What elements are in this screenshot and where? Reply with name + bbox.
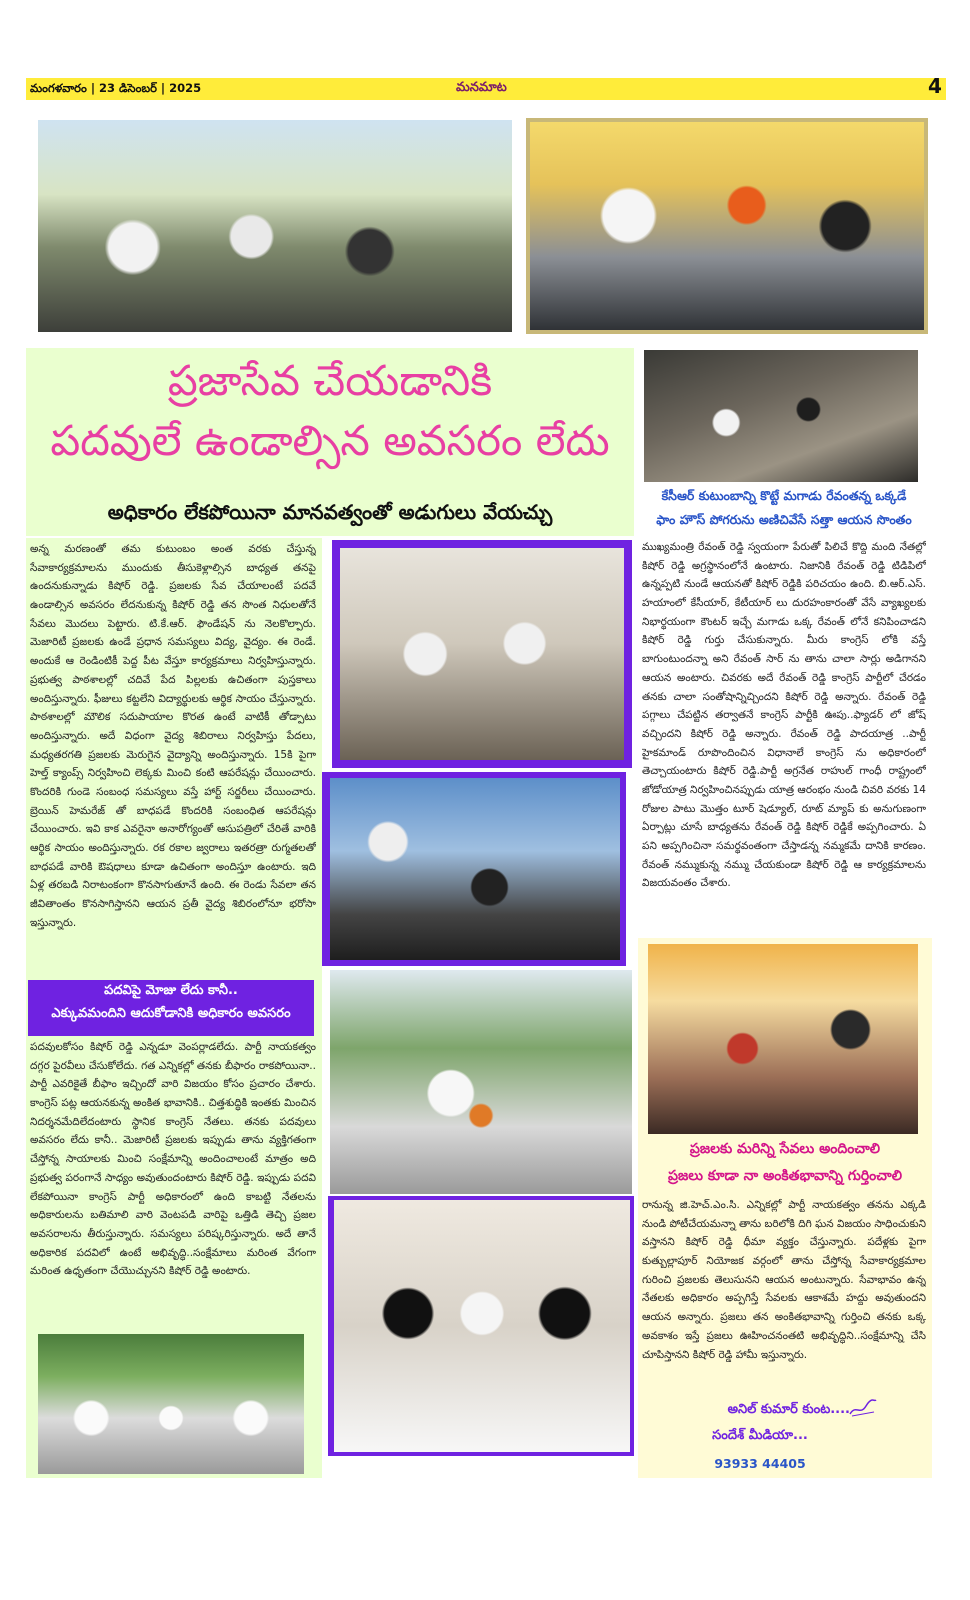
- right-pink-caption-line-1: ప్రజలకు మరిన్ని సేవలు అందించాలి: [689, 1141, 881, 1157]
- top-left-photo-rally: [38, 120, 512, 332]
- headline-line-2: పదవులే ఉండాల్సిన అవసరం లేదు: [50, 416, 610, 465]
- right-photo-interaction: [648, 944, 918, 1134]
- left-article-paragraph-2: పదవులకోసం కిషోర్ రెడ్డి ఎన్నడూ వెంపర్లాడలేదు. పార్టీ నాయకత్వం దగ్గర పైరవీలు చేసుకోలేదు. గత ఎన్నికల్లో తనకు బీఫారం రాకపోయినా.. పార్టీ ఎవరికైతే బీఫాం ఇచ్చిందో వారి విజయం కోసం ప్రచారం చేశారు. కాంగ్రెస్ పట్ల ఆయనకున్న అంకిత భావానికి.. చిత్తశుద్ధికి ఇంతకు మించిన నిదర్శనమేదిలేదంటారు స్థానిక కాంగ్రెస్ నేతలు. తనకు పదవులు అవసరం లేదు కానీ.. మెజారిటీ ప్రజలకు ఇప్పుడు తాను వ్యక్తిగతంగా చేస్తోన్న సాయాలకు మించి సంక్షేమాన్ని అందించాలంటే మాత్రం అది ప్రభుత్వ పరంగానే సాధ్యం అవుతుందంటారు కిషోర్ రెడ్డి. ఇప్పుడు పదవి లేకపోయినా కాంగ్రెస్ పార్టీ అధికారంలో ఉంది కాబట్టి నేతలను అధికారులను బతిమాలి వారి వెంటపడి వారిపై ఒత్తిడి తెచ్చి ప్రజల అవసరాలను తీరుస్తున్నారు. సమస్యలు పరిష్కరిస్తున్నారు. అదే తానే అధికారిక పదవిలో ఉంటే అభివృద్ధి..సంక్షేమాలు మరింత వేగంగా మరింత ఉధృతంగా చేయొచ్చునని కిషోర్ రెడ్డి అంటారు.: [30, 1041, 316, 1278]
- left-subheading-line-2: ఎక్కువమందిని ఆదుకోడానికి అధికారం అవసరం: [51, 1005, 291, 1021]
- right-article-paragraph-1: ముఖ్యమంత్రి రేవంత్ రెడ్డి స్వయంగా పేరుతో పిలిచే కొద్ది మంది నేతల్లో కిషోర్ రెడ్డి అగ్రస్థానంలోనే ఉంటారు. నిజానికి రేవంత్ రెడ్డి టిడిపిలో ఉన్నప్పటి నుండే ఆయనతో కిషోర్ రెడ్డికి పరిచయం ఉంది. బి.ఆర్.ఎస్. హయాంలో కేసీయార్, కేటీయార్ లు దురహంకారంతో వేసే వ్యాఖ్యలకు నిభార్థయంగా కౌంటర్ ఇచ్చే మగాడు ఒక్క రేవంత్ లోనే కనిపించాడని కిషోర్ రెడ్డి గుర్తు చేసుకున్నారు. మీరు కాంగ్రెస్ లోకి వస్తే బాగుంటుందన్నా అని రేవంత్ సార్ ను తాను చాలా సార్లు అడిగానని ఆయన అంటారు. చివరకు అదే రేవంత్ రెడ్డి కాంగ్రెస్ పార్టీలో చేరడం తనకు చాలా సంతోషాన్నిచ్చిందని కిషోర్ రెడ్డి అన్నారు. రేవంత్ రెడ్డి పగ్గాలు చేపట్టిన తర్వాతనే కాంగ్రెస్ పార్టీకి ఊపు..ఫ్యాడర్ లో జోష్ వచ్చిందని కిషోర్ రెడ్డి అన్నారు. రేవంత్ రెడ్డి పాదయాత్ర ..పార్టీ హైకమాండ్ రూపొందించిన విధానాలే కాంగ్రెస్ ను అధికారంలో తెచ్చాయంటారు కిషోర్ రెడ్డి.పార్టీ అగ్రనేత రాహుల్ గాంధీ రాష్ట్రంలో జోడోయాత్ర నిర్వహించినప్పుడు యాత్ర ఆరంభం నుండి చివరి వరకు 14 రోజుల పాటు మొత్తం టూర్ షెడ్యూల్, రూట్ మ్యాప్ కు అనుగుణంగా ఏర్పాట్లు చూసే బాధ్యతను రేవంత్ రెడ్డి కిషోర్ రెడ్డికే అప్పగించారు. ఏ పని అప్పగించినా సమర్థవంతంగా చేస్తాడన్న నమ్మకమే దానికి కారణం. రేవంత్ నమ్ముకున్న నమ్ము చేయకుండా కిషోర్ రెడ్డి ఆ కార్యక్రమాలను విజయవంతం చేశారు.: [642, 541, 926, 890]
- left-subheading-line-1: పదవిపై మోజు లేదు కానీ..: [104, 983, 238, 998]
- byline-phone: 93933 44405: [714, 1456, 806, 1471]
- byline-org: సందేశ్ మీడియా...: [712, 1428, 808, 1443]
- center-photo-inauguration: [330, 970, 632, 1194]
- left-article-paragraph-1: అన్న మరణంతో తమ కుటుంబం అంత వరకు చేస్తున్న సేవాకార్యక్రమాలను ముందుకు తీసుకెళ్లాల్సిన బాధ్యత తనపై ఉందనుకున్నాడు కిషోర్ రెడ్డి. ప్రజలకు సేవ చేయాలంటే పదవే ఉండాల్సిన అవసరం లేదనుకున్న కిషోర్ రెడ్డి తన సొంత నిధులతోనే సేవలు మొదలు పెట్టారు. టి.కే.ఆర్. ఫౌండేషన్ ను నెలకొల్పారు. మెజారిటీ ప్రజలకు ఉండే ప్రధాన సమస్యలు విద్య, వైద్యం. ఈ రెండే. అందుకే ఆ రెండింటికీ పెద్ద పీట వేస్తూ కార్యక్రమాలు నిర్వహిస్తున్నారు. ప్రభుత్వ పాఠశాలల్లో చదివే పేద పిల్లలకు ఉచితంగా పుస్తకాలు అందిస్తున్నారు. ఫీజులు కట్టలేని విద్యార్థులకు ఆర్థిక సాయం చేస్తున్నారు. పాఠశాలల్లో మౌలిక సదుపాయాల కొరత ఉంటే వాటికీ తోడ్పాటు అందిస్తున్నారు. అదే విధంగా వైద్య శిబిరాలు నిర్వహిస్తు పేదలు, మధ్యతరగతి ప్రజలకు మెరుగైన వైద్యాన్ని అందిస్తున్నారు. 15కి పైగా హెల్త్ క్యాంప్స్ నిర్వహించి లెక్కకు మించి కంటి ఆపరేషన్లు చేయించారు. కొందరికి గుండె సంబంధ సమస్యలు వస్తే హార్ట్ సర్జరీలు చేయించారు. బ్రెయిన్ హెమరేజ్ తో బాధపడే కొందరికి సంబంధిత ఆపరేషన్లు చేయించారు. ఇవి కాక ఎవరైనా అనారోగ్యంతో ఆసుపత్రిలో చేరితే వారికి ఆర్థిక సాయం అందిస్తున్నారు. రక రకాల జ్వరాలు ఇతరత్రా రుగ్మతలతో బాధపడే వారికి ఔషధాలు కూడా ఉచితంగా అందిస్తూ ఉంటారు. ఇది ఏళ్ల తరబడి నిరాటంకంగా కొనసాగుతూనే ఉంది. ఈ రెండు సేవలా తన జీవితాంతం కొనసాగిస్తానని ఆయన ప్రతీ వైద్య శిబిరంలోనూ భరోసా ఇస్తున్నారు.: [30, 543, 316, 929]
- byline-name: అనిల్ కుమార్ కుంట....: [727, 1402, 850, 1417]
- sub-headline: అధికారం లేకపోయినా మానవత్వంతో అడుగులు వేయచ్చు: [107, 500, 553, 524]
- center-photo-stage-event: [330, 778, 620, 960]
- right-caption-line-1: కేసీఆర్ కుటుంబాన్ని కొట్టే మగాడు రేవంతన్న ఒక్కడే: [661, 488, 907, 503]
- center-photo-felicitation: [340, 548, 624, 760]
- right-pink-caption-line-2: ప్రజలు కూడా నా అంకితభావాన్ని గుర్తించాలి: [668, 1167, 902, 1184]
- page-number: 4: [928, 74, 942, 98]
- center-photo-group-selfie: [334, 1200, 630, 1452]
- right-caption: [636, 484, 932, 534]
- right-photo-walk: [644, 350, 918, 482]
- headline-line-1: ప్రజాసేవ చేయడానికి: [167, 356, 493, 405]
- issue-date: మంగళవారం | 23 డిసెంబర్ | 2025: [30, 81, 202, 95]
- right-pink-caption: [640, 1136, 930, 1194]
- signature-pen-icon: [848, 1398, 878, 1418]
- left-subheading-box: [28, 980, 314, 1036]
- bottom-left-photo-meeting: [38, 1334, 304, 1474]
- right-article-paragraph-2: రానున్న జి.హెచ్.ఎం.సి. ఎన్నికల్లో పార్టీ నాయకత్వం తనను ఎక్కడి నుండి పోటీచేయమన్నా తాను బరిలోకి దిగి ఘన విజయం సాధించుకుని వస్తానని కిషోర్ రెడ్డి ధీమా వ్యక్తం చేస్తున్నారు. పదేళ్లకు పైగా కుత్బుల్లాపూర్ నియోజక వర్గంలో తాను చేస్తోన్న సేవాకార్యక్రమాల గురించి ప్రజలకు తెలుసునని ఆయన అంటున్నారు. సేవాభావం ఉన్న నేతలకు అధికారం అప్పగిస్తే సేవలకు ఆకాశమే హద్దు అవుతుందని ఆయన అన్నారు. ప్రజలు తన అంకితభావాన్ని గుర్తించి తనకు ఒక్క అవకాశం ఇస్తే ప్రజలు ఊహించనంతటి అభివృద్ధిని..సంక్షేమాన్ని చేసి చూపిస్తానని కిషోర్ రెడ్డి హామీ ఇస్తున్నారు.: [642, 1199, 926, 1361]
- masthead: మనమాట: [456, 80, 507, 95]
- top-right-photo-celebration: [530, 122, 924, 330]
- right-caption-line-2: ఫాం హౌస్ పోగరును అణిచివేసే సత్తా ఆయన సొంతం: [656, 511, 912, 527]
